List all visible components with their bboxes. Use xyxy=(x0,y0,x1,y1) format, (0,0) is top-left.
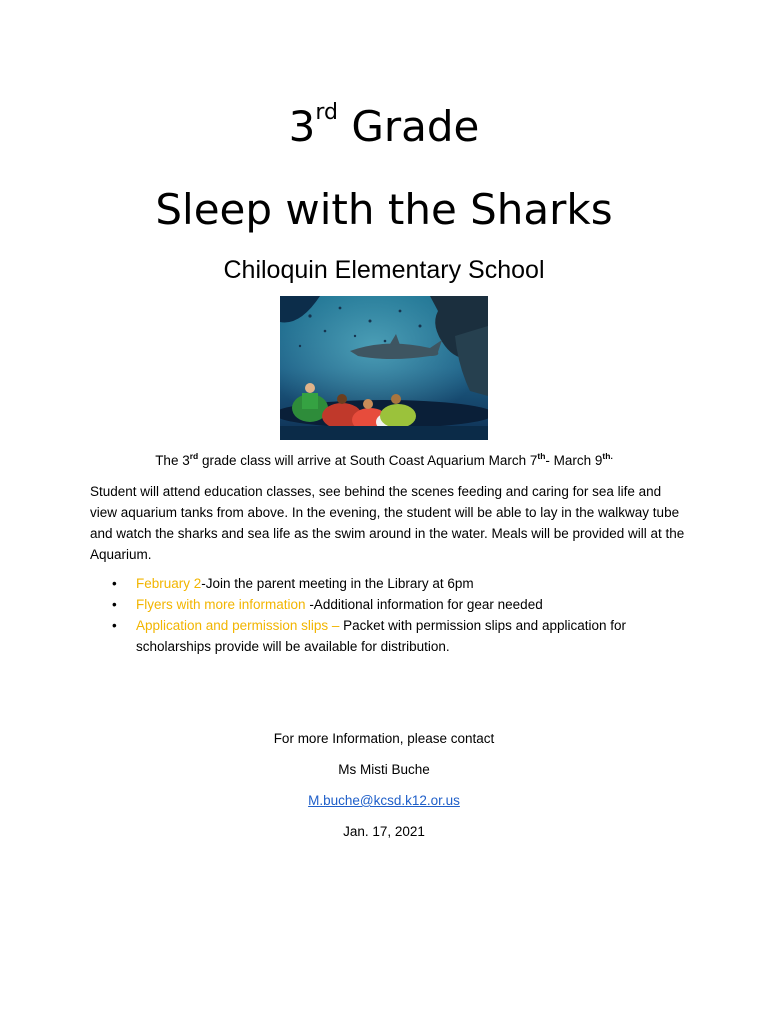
bullet-highlight: Flyers with more information xyxy=(136,597,310,612)
description-paragraph: Student will attend education classes, see behind the scenes feeding and caring for sea life and view aquarium tanks from above. In the evening, the student will be able to lay in the walkway tube and watch the sharks and sea life as the swim around in the water. Meals will be provided will at the Aquarium. xyxy=(90,484,685,562)
arrival-sup-3: th. xyxy=(602,451,613,461)
arrival-line xyxy=(0,453,768,468)
bullet-text: -Additional information for gear needed xyxy=(309,597,543,612)
bullet-icon: • xyxy=(112,597,117,612)
bullet-icon: • xyxy=(112,618,117,633)
arrival-sup-2: th xyxy=(537,451,546,461)
contact-email-link[interactable]: M.buche@kcsd.k12.or.us xyxy=(308,793,460,808)
arrival-sup-1: rd xyxy=(189,451,199,461)
grade-suffix: rd xyxy=(315,100,338,125)
list-item xyxy=(90,594,690,615)
arrival-text-1: The 3 xyxy=(155,453,190,468)
bullet-text: Packet with permission slips and application for scholarships provide will be available for distribution. xyxy=(136,618,626,654)
bullet-icon: • xyxy=(112,576,117,591)
arrival-text-2: grade class will arrive at South Coast Aquarium March 7 xyxy=(198,453,538,468)
arrival-text-3: - March 9 xyxy=(545,453,603,468)
list-item xyxy=(90,615,690,657)
contact-name: Ms Misti Buche xyxy=(338,762,430,777)
aquarium-photo xyxy=(280,296,488,440)
bullet-highlight: Application and permission slips – xyxy=(136,618,344,633)
grade-number: 3 xyxy=(288,102,316,151)
document-date: Jan. 17, 2021 xyxy=(343,824,425,839)
contact-intro: For more Information, please contact xyxy=(273,731,495,746)
bullet-highlight: February 2 xyxy=(136,576,202,591)
school-name: Chiloquin Elementary School xyxy=(223,256,545,284)
grade-word: Grade xyxy=(351,102,480,151)
event-bullet-list xyxy=(90,573,690,657)
list-item xyxy=(90,573,690,594)
bullet-text: -Join the parent meeting in the Library at 6pm xyxy=(201,576,474,591)
event-title: Sleep with the Sharks xyxy=(155,185,613,234)
grade-heading xyxy=(0,100,768,151)
